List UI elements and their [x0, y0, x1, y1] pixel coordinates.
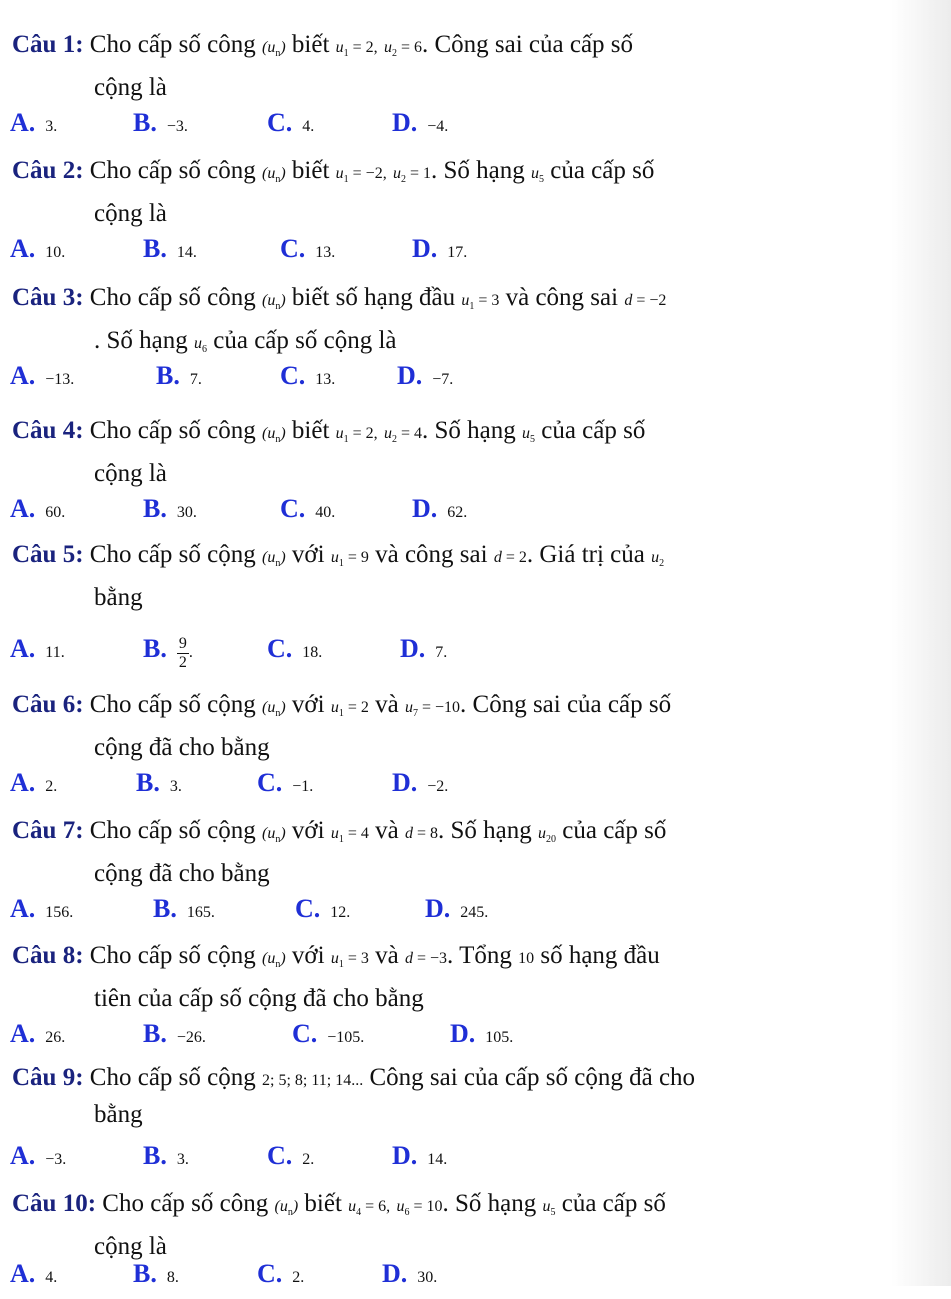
option-d[interactable]: D. 14. — [392, 1141, 448, 1170]
option-a[interactable]: A. 11. — [10, 634, 65, 663]
math-sequence: $(u_n)$ — [262, 425, 286, 446]
option-c[interactable]: C. 13. — [280, 361, 336, 390]
question-stem: Câu 6: Cho cấp số cộng $(u_n)$ với $u_1 = 2$ và $u_7 = -10$. Công sai của cấp số cộng đã cho bằng — [12, 688, 882, 765]
math-sequence: $(u_n)$ — [262, 549, 286, 570]
question-label: Câu 4: — [12, 417, 84, 444]
option-c[interactable]: C. 2. — [267, 1141, 315, 1170]
option-d[interactable]: D. −2. — [392, 768, 449, 797]
option-a[interactable]: A. 2. — [10, 768, 58, 797]
question-label: Câu 2: — [12, 157, 84, 184]
math-term: $u_1 = 9$ — [330, 549, 369, 570]
option-c[interactable]: C. −1. — [257, 768, 314, 797]
question-label: Câu 10: — [12, 1190, 97, 1217]
question-2 — [0, 154, 951, 302]
question-label: Câu 3: — [12, 284, 84, 311]
math-term: d = −2 — [624, 292, 667, 309]
fraction: $\frac{9}{2}$ — [178, 634, 187, 671]
question-label: Câu 7: — [12, 817, 84, 844]
math-term: $u_4 = 6$, — [348, 1198, 391, 1219]
option-c[interactable]: C. 2. — [257, 1259, 305, 1288]
option-c[interactable]: C. 18. — [267, 634, 323, 663]
option-d[interactable]: D. 62. — [412, 494, 468, 523]
option-b[interactable]: B. 3. — [136, 768, 182, 797]
option-a[interactable]: A. −13. — [10, 361, 75, 390]
math-term: $u_5$ — [530, 165, 544, 186]
math-sequence: $(u_n)$ — [262, 292, 286, 313]
option-b[interactable]: B. 3. — [143, 1141, 189, 1170]
math-term: $u_{20}$ — [538, 825, 556, 846]
stem-line-2: tiên của cấp số cộng đã cho bằng — [94, 985, 424, 1013]
math-term: $u_1 = 2$, — [335, 39, 378, 60]
answer-options — [10, 634, 910, 674]
answer-options — [10, 1019, 910, 1059]
option-a[interactable]: A. 10. — [10, 234, 66, 263]
option-b[interactable]: B. 14. — [143, 234, 197, 263]
math-term: $u_1 = 4$ — [330, 825, 369, 846]
question-stem: Câu 10: Cho cấp số công $(u_n)$ biết $u_4 = 6$, $u_6 = 10$. Số hạng $u_5$ của cấp số cộng là — [12, 1187, 882, 1264]
question-stem: Câu 7: Cho cấp số cộng $(u_n)$ với $u_1 = 4$ và d = 8. Số hạng $u_{20}$ của cấp số cộng đã cho bằng — [12, 814, 882, 891]
math-term: d = 8 — [404, 825, 438, 842]
option-c[interactable]: C. −105. — [292, 1019, 365, 1048]
option-d[interactable]: D. 105. — [450, 1019, 514, 1048]
stem-line-2: cộng đã cho bằng — [94, 734, 270, 762]
option-c[interactable]: C. 40. — [280, 494, 336, 523]
stem-line-2: cộng là — [94, 74, 167, 102]
question-stem: Câu 9: Cho cấp số cộng 2; 5; 8; 11; 14... Công sai của cấp số cộng đã cho bằng — [12, 1061, 882, 1132]
option-d[interactable]: D. 17. — [412, 234, 468, 263]
math-term: $u_1 = -2$, — [335, 165, 387, 186]
answer-options — [10, 768, 910, 808]
math-term: $u_2$ — [651, 549, 665, 570]
option-d[interactable]: D. −7. — [397, 361, 454, 390]
option-b[interactable]: B. −26. — [143, 1019, 206, 1048]
option-a[interactable]: A. 26. — [10, 1019, 66, 1048]
option-b[interactable]: B. 8. — [133, 1259, 179, 1288]
math-term: $u_2 = 4$ — [383, 425, 422, 446]
question-stem: Câu 1: Cho cấp số công $(u_n)$ biết $u_1 = 2$, $u_2 = 6$. Công sai của cấp số cộng là — [12, 28, 882, 105]
math-term: $u_1 = 3$ — [461, 292, 500, 313]
math-term: $u_1 = 2$ — [330, 699, 369, 720]
option-b[interactable]: B. 165. — [153, 894, 215, 923]
option-c[interactable]: C. 13. — [280, 234, 336, 263]
math-sequence: $(u_n)$ — [262, 825, 286, 846]
question-5 — [0, 538, 951, 686]
math-term: $u_1 = 3$ — [330, 950, 369, 971]
question-stem: Câu 3: Cho cấp số công $(u_n)$ biết số hạng đầu $u_1 = 3$ và công sai d = −2 . Số hạng $u_6$ của cấp số cộng là — [12, 281, 882, 367]
option-a[interactable]: A. 4. — [10, 1259, 58, 1288]
math-term: $u_5$ — [542, 1198, 556, 1219]
question-label: Câu 1: — [12, 31, 84, 58]
math-term: $u_2 = 6$ — [383, 39, 422, 60]
math-sequence: $(u_n)$ — [262, 165, 286, 186]
option-d[interactable]: D. 7. — [400, 634, 448, 663]
math-term: $u_6 = 10$ — [396, 1198, 443, 1219]
stem-line-2: . Số hạng $u_6$ của cấp số cộng là — [94, 327, 397, 356]
math-term: d = 2 — [493, 549, 527, 566]
option-c[interactable]: C. 12. — [295, 894, 351, 923]
question-stem: Câu 4: Cho cấp số công $(u_n)$ biết $u_1 = 2$, $u_2 = 4$. Số hạng $u_5$ của cấp số cộng là — [12, 414, 882, 491]
math-term: $u_2 = 1$ — [392, 165, 431, 186]
math-sequence: $(u_n)$ — [262, 699, 286, 720]
question-stem: Câu 2: Cho cấp số công $(u_n)$ biết $u_1 = -2$, $u_2 = 1$. Số hạng $u_5$ của cấp số cộng là — [12, 154, 882, 231]
stem-line-2: cộng là — [94, 460, 167, 488]
math-term: $u_7 = -10$ — [404, 699, 461, 720]
question-label: Câu 9: — [12, 1064, 84, 1091]
math-term: d = −3 — [404, 950, 448, 967]
math-term: $u_5$ — [521, 425, 535, 446]
stem-line-2: cộng là — [94, 200, 167, 228]
stem-line-2: cộng đã cho bằng — [94, 860, 270, 888]
math-sequence-values: 2; 5; 8; 11; 14... — [262, 1072, 364, 1089]
answer-options — [10, 234, 910, 274]
option-c[interactable]: C. 4. — [267, 108, 315, 137]
math-number: 10 — [518, 950, 535, 967]
option-a[interactable]: A. 156. — [10, 894, 74, 923]
question-10 — [0, 1187, 951, 1286]
option-d[interactable]: D. 30. — [382, 1259, 438, 1288]
stem-line-2: bằng — [94, 1101, 143, 1128]
question-stem: Câu 8: Cho cấp số cộng $(u_n)$ với $u_1 = 3$ và d = −3. Tổng 10 số hạng đầu tiên của cấp số cộng đã cho bằng — [12, 939, 882, 1016]
option-a[interactable]: A. −3. — [10, 1141, 67, 1170]
stem-line-2: cộng là — [94, 1233, 167, 1261]
answer-options — [10, 361, 910, 401]
option-b[interactable]: B. −3. — [133, 108, 188, 137]
math-sequence: $(u_n)$ — [262, 39, 286, 60]
math-sequence: $(u_n)$ — [262, 950, 286, 971]
question-label: Câu 6: — [12, 691, 84, 718]
math-term: $u_1 = 2$, — [335, 425, 378, 446]
question-label: Câu 5: — [12, 541, 84, 568]
question-label: Câu 8: — [12, 942, 84, 969]
stem-line-2: bằng — [94, 584, 143, 612]
option-a[interactable]: A. 3. — [10, 108, 58, 137]
option-b[interactable]: B. $\frac{9}{2}$ . — [143, 634, 193, 671]
option-d[interactable]: D. 245. — [425, 894, 489, 923]
answer-options — [10, 1259, 910, 1299]
math-sequence: $(u_n)$ — [274, 1198, 299, 1219]
answer-options — [10, 494, 910, 534]
option-b[interactable]: B. 7. — [156, 361, 202, 390]
option-b[interactable]: B. 30. — [143, 494, 197, 523]
question-stem: Câu 5: Cho cấp số cộng $(u_n)$ với $u_1 = 9$ và công sai d = 2. Giá trị của $u_2$ bằng — [12, 538, 882, 615]
question-3 — [0, 281, 951, 429]
answer-options — [10, 1141, 910, 1181]
option-a[interactable]: A. 60. — [10, 494, 66, 523]
answer-options — [10, 108, 910, 148]
math-term: $u_6$ — [194, 335, 207, 356]
answer-options — [10, 894, 910, 934]
option-d[interactable]: D. −4. — [392, 108, 449, 137]
